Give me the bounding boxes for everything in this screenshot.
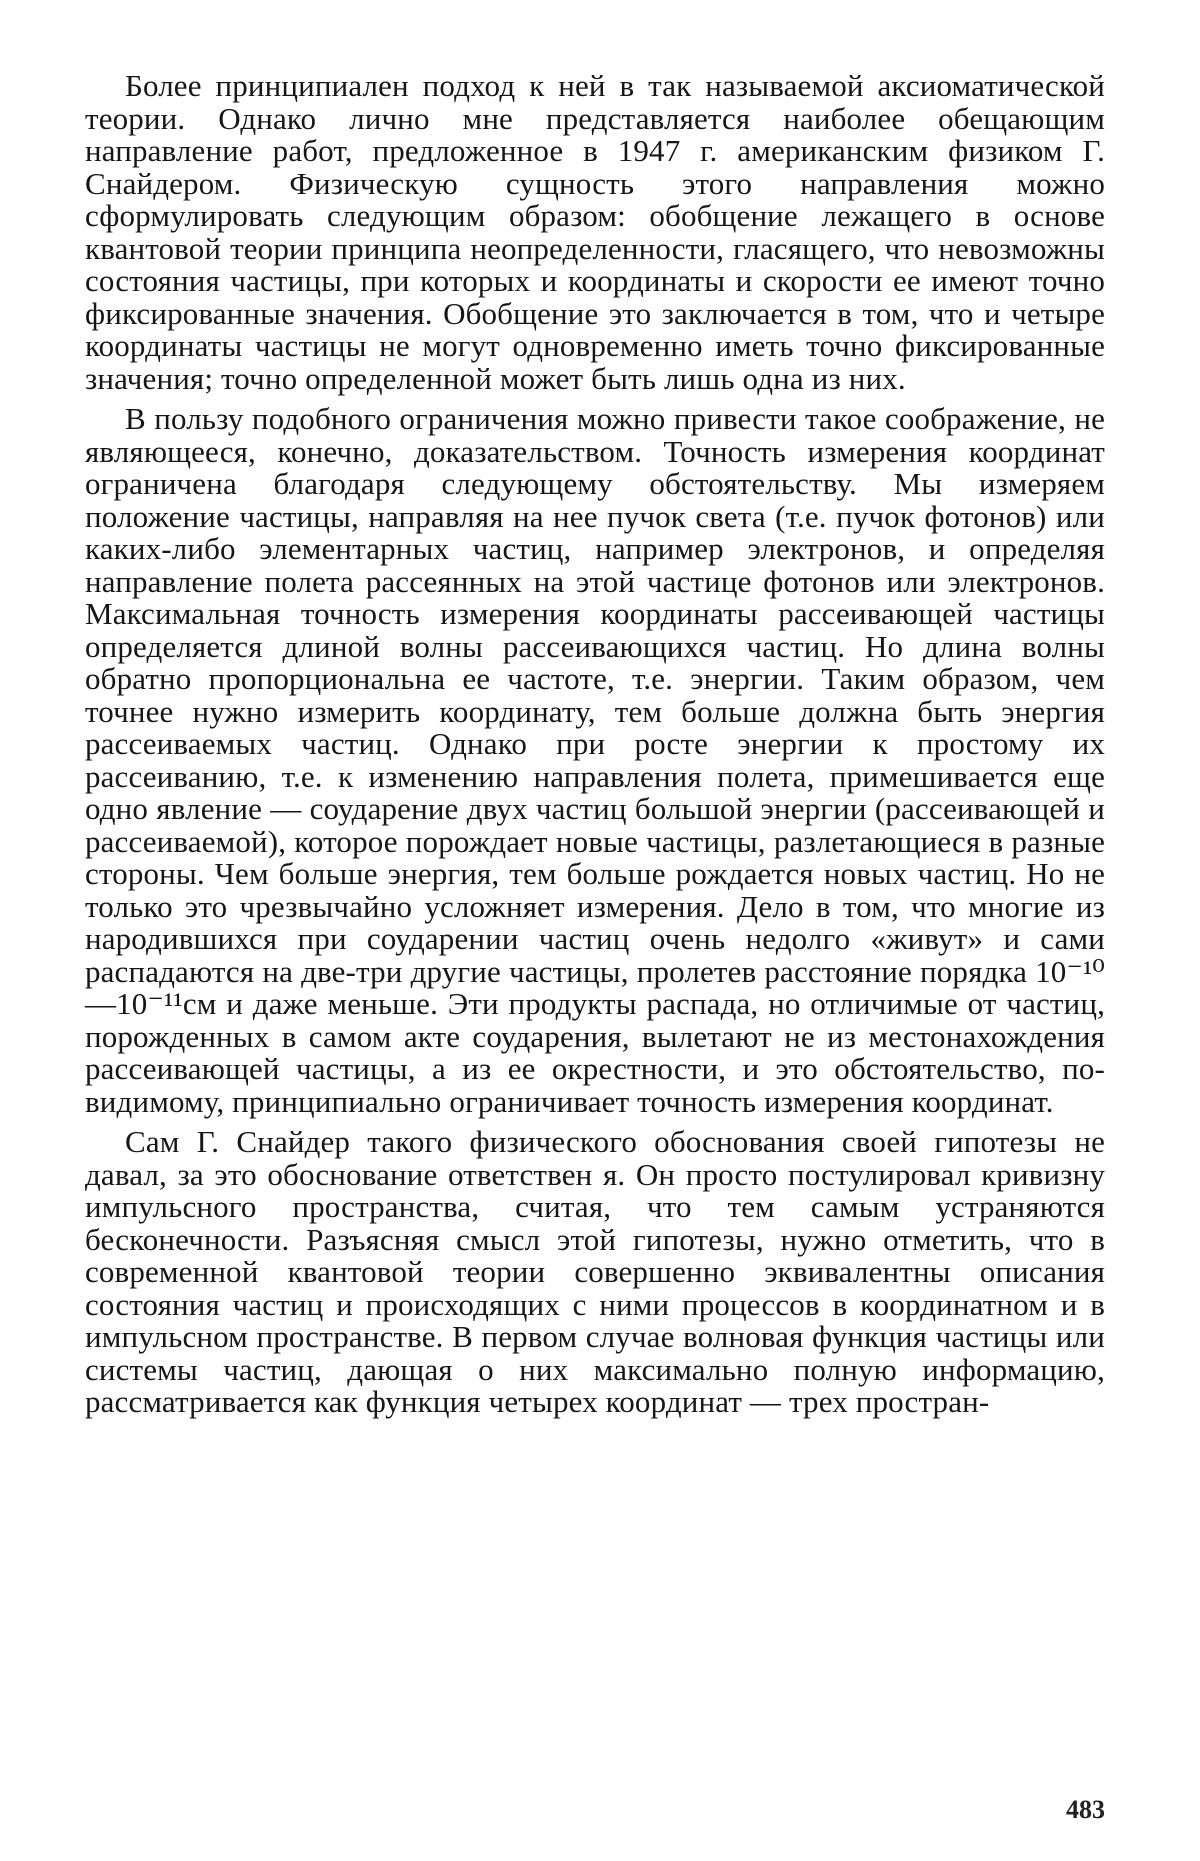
page-number: 483 xyxy=(1066,1795,1105,1824)
page-body xyxy=(85,70,1105,1830)
paragraph-1: Более принципиален подход к ней в так называемой аксиоматической теории. Однако лично мне представляется наиболее обещающим направление работ, предложенное в 1947 г. американским физиком Г. Снайдером. Физическую сущность этого направления можно сформулировать следующим образом: обобщение лежащего в основе квантовой теории принципа неопределенности, гласящего, что невозможны состояния частицы, при которых и координаты и скорости ее имеют точно фиксированные значения. Обобщение это заключается в том, что и четыре координаты частицы не могут одновременно иметь точно фиксированные значения; точно определенной может быть лишь одна из них. xyxy=(85,68,1105,396)
paragraph-2: В пользу подобного ограничения можно привести такое соображение, не являющееся, конечно, доказательством. Точность измерения координат ограничена благодаря следующему обстоятельству. Мы измеряем положение частицы, направляя на нее пучок света (т.е. пучок фотонов) или каких-либо элементарных частиц, например электронов, и определяя направление полета рассеянных на этой частице фотонов или электронов. Максимальная точность измерения координаты рассеивающей частицы определяется длиной волны рассеивающихся частиц. Но длина волны обратно пропорциональна ее частоте, т.е. энергии. Таким образом, чем точнее нужно измерить координату, тем больше должна быть энергия рассеиваемых частиц. Однако при росте энергии к простому их рассеиванию, т.е. к изменению направления полета, примешивается еще одно явление — соударение двух частиц большой энергии (рассеивающей и рассеиваемой), которое порождает новые частицы, разлетающиеся в разные стороны. Чем больше энергия, тем больше рождается новых частиц. Но не только это чрезвычайно усложняет измерения. Дело в том, что многие из народившихся при соударении частиц очень недолго «живут» и сами распадаются на две-три другие частицы, пролетев расстояние порядка 10⁻¹⁰—10⁻¹¹см и даже меньше. Эти продукты распада, но отличимые от частиц, порожденных в самом акте соударения, вылетают не из местонахождения рассеивающей частицы, а из ее окрестности, и это обстоятельство, по-видимому, принципиально ограничивает точность измерения координат. xyxy=(85,401,1105,1119)
paragraph-3: Сам Г. Снайдер такого физического обоснования своей гипотезы не давал, за это обоснование ответствен я. Он просто постулировал кривизну импульсного пространства, считая, что тем самым устраняются бесконечности. Разъясняя смысл этой гипотезы, нужно отметить, что в современной квантовой теории совершенно эквивалентны описания состояния частиц и происходящих с ними процессов в координатном и в импульсном пространстве. В первом случае волновая функция частицы или системы частиц, дающая о них максимально полную информацию, рассматривается как функция четырех координат — трех простран- xyxy=(85,1124,1105,1419)
